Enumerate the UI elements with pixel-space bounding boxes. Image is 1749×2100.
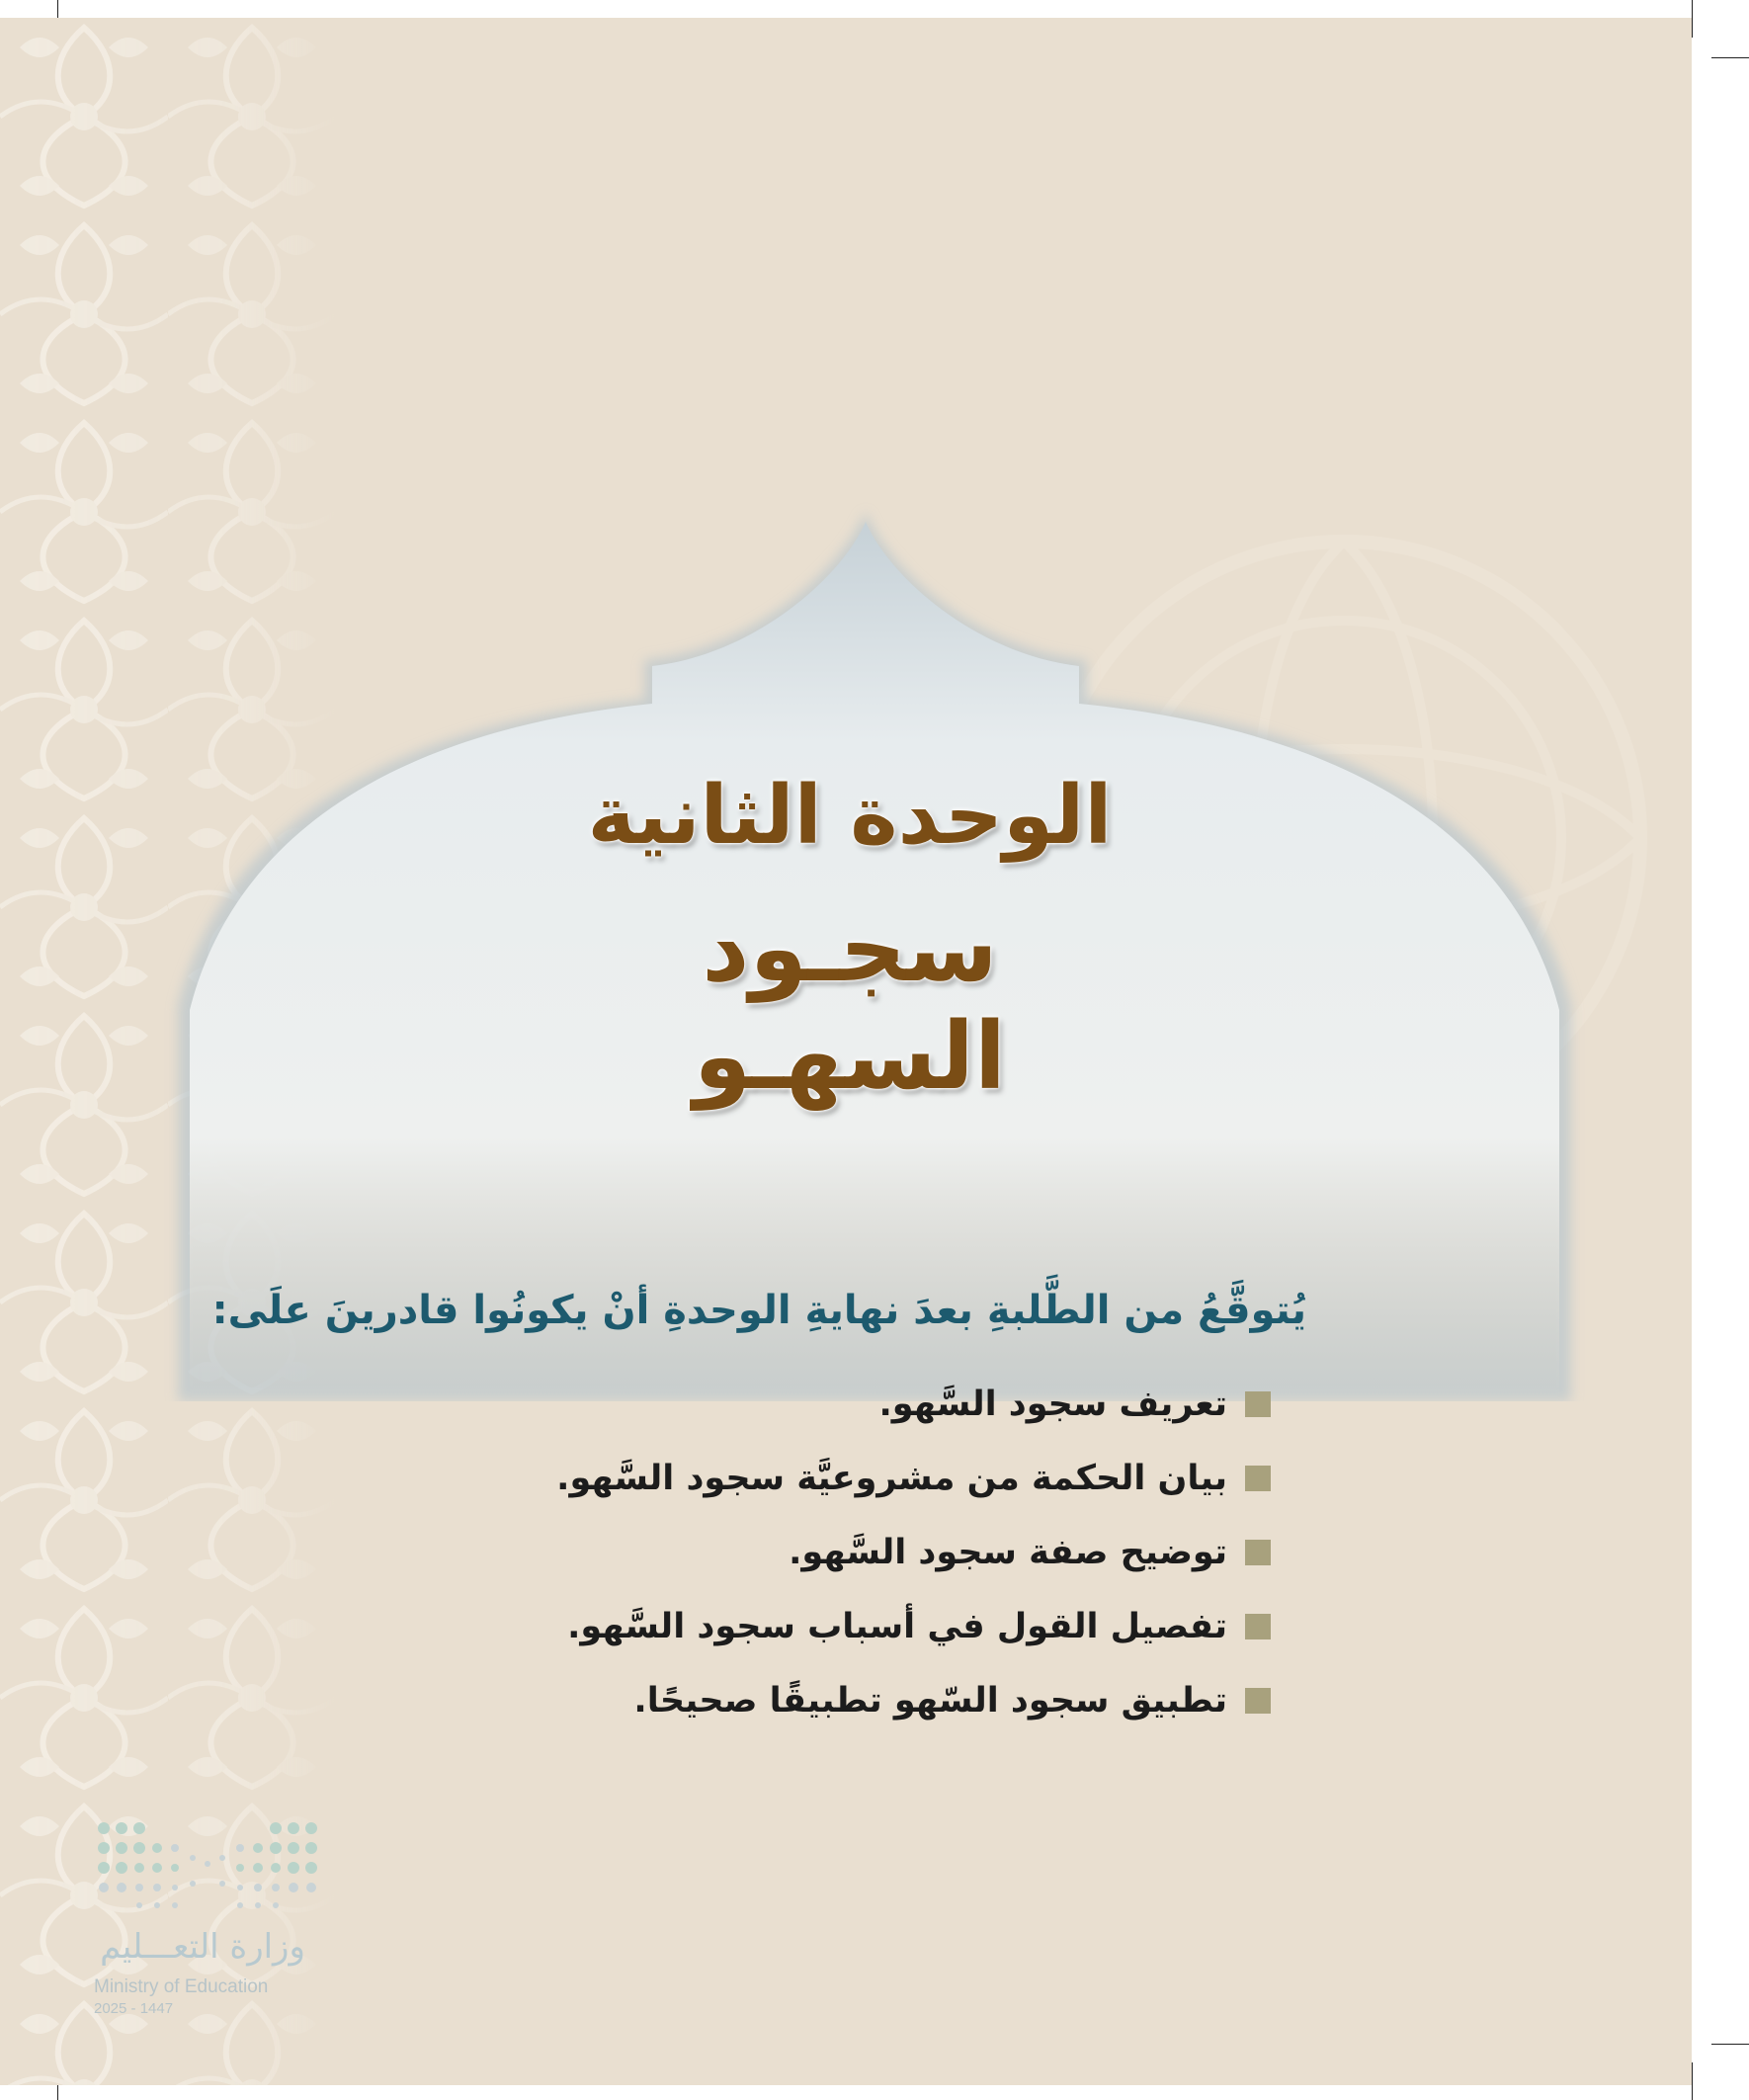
objective-item (556, 1441, 1271, 1515)
objective-text: بيان الحكمة من مشروعيَّة سجود السَّهو. (556, 1458, 1227, 1498)
unit-cover-page (0, 18, 1692, 2085)
objective-text: تفصيل القول في أسباب سجود السَّهو. (567, 1606, 1227, 1646)
crop-mark (1711, 57, 1749, 58)
square-bullet-icon (1245, 1466, 1271, 1491)
ministry-dots-icon (94, 1816, 321, 1915)
objective-text: توضيح صفة سجود السَّهو. (789, 1532, 1227, 1572)
square-bullet-icon (1245, 1391, 1271, 1417)
crop-mark (1711, 2044, 1749, 2045)
dome-frame (0, 18, 1692, 1401)
square-bullet-icon (1245, 1540, 1271, 1565)
objective-item (556, 1515, 1271, 1589)
square-bullet-icon (1245, 1614, 1271, 1639)
unit-label: الوحدة الثانية (587, 769, 1113, 863)
objective-item (556, 1663, 1271, 1737)
crop-mark (1692, 2062, 1693, 2100)
objective-item (556, 1367, 1271, 1441)
objective-text: تعريف سجود السَّهو. (878, 1384, 1227, 1424)
ministry-name-ar: وزارة التعـــليم (100, 1927, 305, 1967)
crop-mark (1692, 0, 1693, 38)
ministry-name-en: Ministry of Education (94, 1976, 269, 1997)
ministry-logo (94, 1816, 321, 2017)
objective-item (556, 1589, 1271, 1663)
objectives-list (556, 1367, 1271, 1737)
ministry-year: 2025 - 1447 (94, 2000, 174, 2017)
square-bullet-icon (1245, 1688, 1271, 1714)
objective-text: تطبيق سجود السّهو تطبيقًا صحيحًا. (633, 1680, 1227, 1721)
objectives-intro: يُتوقَّعُ من الطَّلبةِ بعدَ نهايةِ الوحدةِ أنْ يكونُوا قادرينَ علَى: (211, 1288, 1306, 1333)
unit-title: سجـود السهـو (693, 895, 1007, 1111)
